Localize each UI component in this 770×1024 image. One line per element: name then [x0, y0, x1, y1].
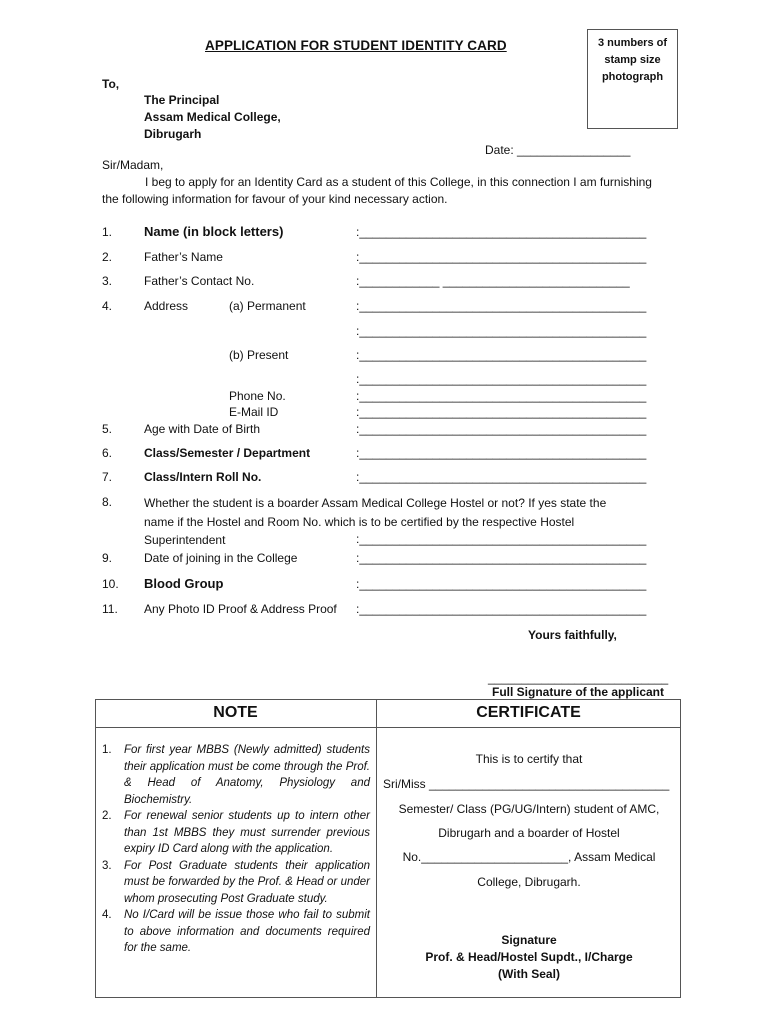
- phone-input-line[interactable]: :___________________________________________: [356, 389, 647, 403]
- addressee-block: [144, 92, 281, 143]
- note-item: [102, 808, 370, 858]
- note-heading: NOTE: [213, 704, 258, 721]
- field-sublabel: E-Mail ID: [229, 405, 279, 419]
- field-row-id-proof: [0, 602, 770, 622]
- note-number: 3.: [102, 859, 112, 872]
- note-item: [102, 858, 370, 908]
- field-label: Father’s Contact No.: [144, 274, 255, 288]
- email-input-line[interactable]: :___________________________________________: [356, 405, 647, 419]
- to-label: To,: [102, 77, 120, 91]
- field-sublabel: (b) Present: [229, 348, 289, 362]
- field-number: 2.: [102, 250, 113, 264]
- present-address-input-line[interactable]: :___________________________________________: [356, 348, 647, 362]
- field-row-permanent-address-2: [0, 324, 770, 344]
- permanent-address-input-line-2[interactable]: :___________________________________________: [356, 324, 647, 338]
- certificate-heading: CERTIFICATE: [476, 704, 581, 721]
- addressee-line: Dibrugarh: [144, 127, 202, 141]
- class-semester-input-line[interactable]: :___________________________________________: [356, 446, 647, 460]
- addressee-line: Assam Medical College,: [144, 110, 281, 124]
- field-number: 1.: [102, 225, 113, 239]
- field-label: Address: [144, 299, 189, 313]
- applicant-signature-line[interactable]: ___________________________: [488, 671, 669, 685]
- certificate-line: College, Dibrugarh.: [477, 875, 581, 889]
- field-sublabel: (a) Permanent: [229, 299, 306, 313]
- question-line: Superintendent: [144, 533, 226, 547]
- certificate-signature-label: Signature: [501, 933, 557, 947]
- note-text: No I/Card will be issue those who fail to submit to above information and documents required for the same.: [124, 909, 370, 954]
- certificate-name-line[interactable]: Sri/Miss ____________________________________: [383, 777, 670, 791]
- certificate-line: Semester/ Class (PG/UG/Intern) student of AMC,: [398, 802, 660, 816]
- body-line: the following information for favour of your kind necessary action.: [102, 192, 448, 206]
- id-proof-input-line[interactable]: :___________________________________________: [356, 602, 647, 616]
- field-number: 10.: [102, 577, 119, 591]
- field-row-blood-group: [0, 577, 770, 597]
- photo-box-line: 3 numbers of: [597, 37, 668, 49]
- father-contact-input-line[interactable]: :____________ ____________________________: [356, 274, 630, 288]
- body-paragraph: [102, 174, 662, 208]
- joining-date-input-line[interactable]: :___________________________________________: [356, 551, 647, 565]
- addressee-line: The Principal: [144, 93, 220, 107]
- permanent-address-input-line[interactable]: :___________________________________________: [356, 299, 647, 313]
- roll-no-input-line[interactable]: :___________________________________________: [356, 470, 647, 484]
- field-row-class-semester: [0, 446, 770, 466]
- photo-box-line: photograph: [601, 71, 664, 83]
- field-number: 11.: [102, 602, 118, 616]
- field-label: Date of joining in the College: [144, 551, 298, 565]
- certificate-line: This is to certify that: [475, 752, 583, 766]
- father-name-input-line[interactable]: :___________________________________________: [356, 250, 647, 264]
- photo-box: [587, 29, 678, 129]
- photo-box-line: stamp size: [604, 54, 661, 66]
- body-line: I beg to apply for an Identity Card as a student of this College, in this connection I am furnishing: [145, 175, 652, 189]
- form-title: APPLICATION FOR STUDENT IDENTITY CARD: [205, 38, 507, 53]
- field-number: 4.: [102, 299, 113, 313]
- field-label: Any Photo ID Proof & Address Proof: [144, 602, 337, 616]
- field-label: Age with Date of Birth: [144, 422, 261, 436]
- certificate-line: Dibrugarh and a boarder of Hostel: [438, 826, 620, 840]
- present-address-input-line-2[interactable]: :___________________________________________: [356, 372, 647, 386]
- closing: Yours faithfully,: [528, 628, 617, 642]
- field-number: 3.: [102, 274, 113, 288]
- note-text: For first year MBBS (Newly admitted) students their application must be come through the Prof. & Head of Anatomy, Physiology and Biochemistry.: [124, 744, 370, 806]
- field-label: Name (in block letters): [144, 224, 284, 239]
- field-row-father-name: [0, 250, 770, 270]
- name-input-line[interactable]: :___________________________________________: [356, 225, 647, 239]
- box-header-rule: [95, 727, 681, 728]
- field-number: 9.: [102, 551, 113, 565]
- hostel-input-line[interactable]: :___________________________________________: [356, 532, 647, 546]
- field-label: Father’s Name: [144, 250, 223, 264]
- field-row-joining-date: [0, 551, 770, 571]
- field-row-roll-no: [0, 470, 770, 490]
- note-list: [102, 742, 370, 957]
- date-field[interactable]: Date: _________________: [485, 143, 631, 157]
- certificate-seal-label: (With Seal): [498, 967, 560, 981]
- field-number: 7.: [102, 470, 113, 484]
- note-number: 2.: [102, 810, 112, 822]
- note-number: 1.: [102, 744, 112, 756]
- age-input-line[interactable]: :___________________________________________: [356, 422, 647, 436]
- certificate-hostel-line[interactable]: No.______________________, Assam Medical: [402, 850, 656, 864]
- salutation: Sir/Madam,: [102, 158, 164, 172]
- field-row-permanent-address: [0, 299, 770, 319]
- field-label: Class/Semester / Department: [144, 446, 311, 460]
- field-label: Class/Intern Roll No.: [144, 470, 262, 484]
- applicant-signature-caption: Full Signature of the applicant: [492, 685, 665, 699]
- field-number: 5.: [102, 422, 113, 436]
- field-row-present-address: [0, 348, 770, 368]
- field-row-father-contact: [0, 274, 770, 294]
- note-text: For renewal senior students up to intern other than 1st MBBS they must surrender previous expiry ID Card along with the application.: [124, 810, 370, 855]
- note-text: For Post Graduate students their application must be forwarded by the Prof. & Head or under whom prosecuting Post Graduate study.: [124, 859, 370, 905]
- certificate-signatory: Prof. & Head/Hostel Supdt., I/Charge: [425, 950, 633, 964]
- note-number: 4.: [102, 909, 112, 921]
- blood-group-input-line[interactable]: :___________________________________________: [356, 577, 647, 591]
- field-row-name: [0, 225, 770, 245]
- field-label: Blood Group: [144, 576, 224, 591]
- note-item: [102, 907, 370, 957]
- note-item: [102, 742, 370, 808]
- field-number: 6.: [102, 446, 113, 460]
- field-row-age: [0, 422, 770, 442]
- field-sublabel: Phone No.: [229, 389, 286, 403]
- field-number: 8.: [102, 495, 113, 509]
- question-line: name if the Hostel and Room No. which is to be certified by the respective Hostel: [144, 514, 575, 529]
- question-line: Whether the student is a boarder Assam Medical College Hostel or not? If yes state the: [144, 496, 607, 510]
